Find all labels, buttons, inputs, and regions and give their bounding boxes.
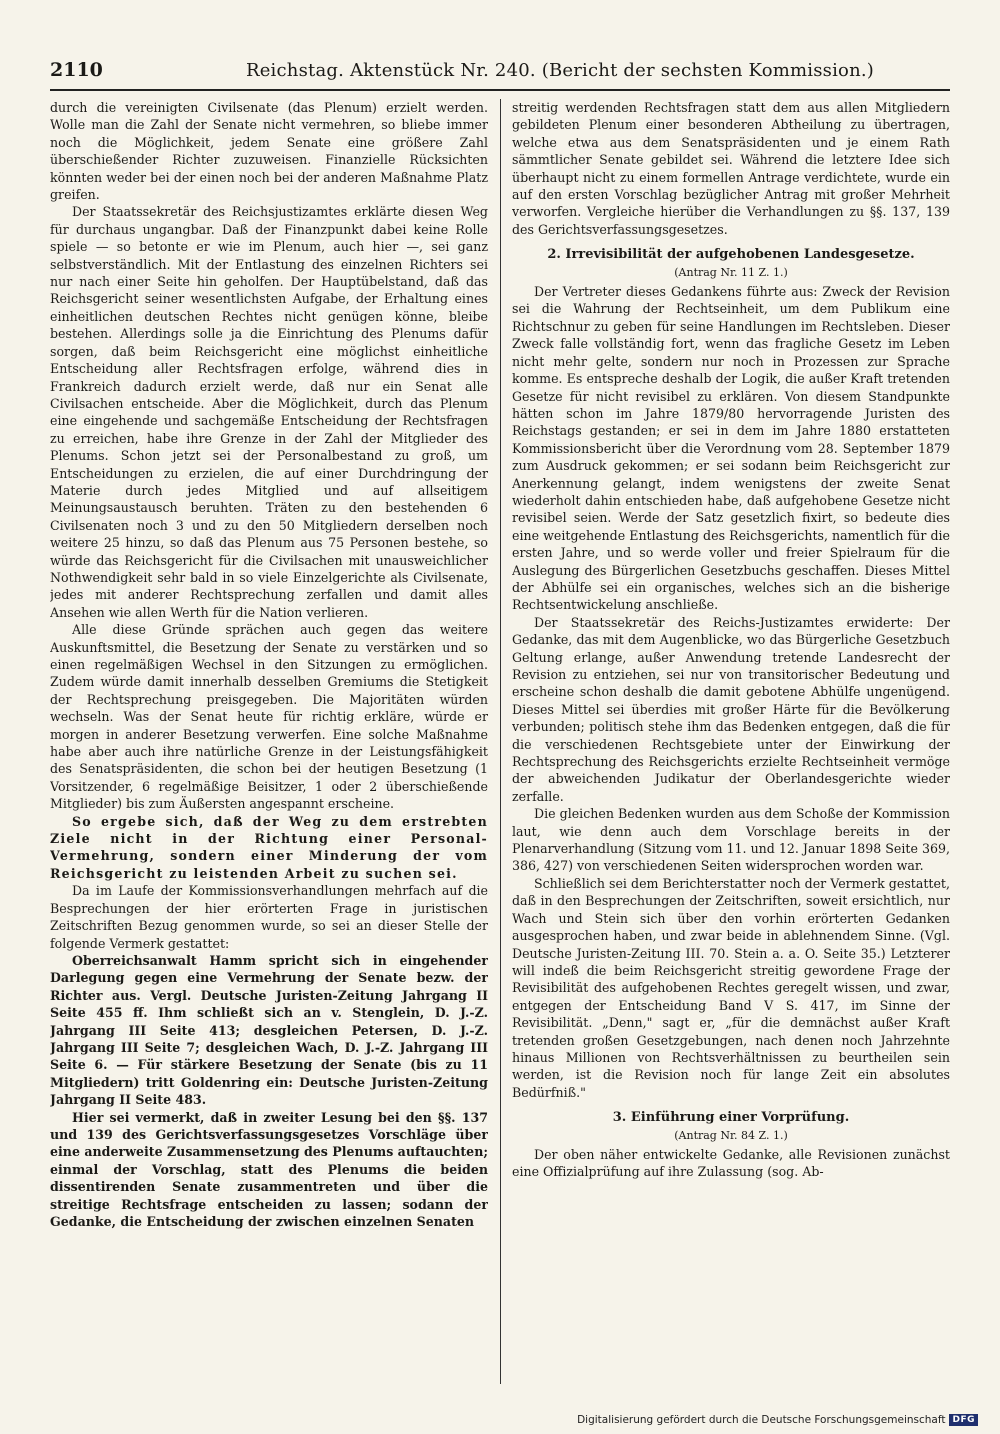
digitization-credit bbox=[577, 1414, 978, 1426]
paragraph: Der oben näher entwickelte Gedanke, alle Revisionen zunächst eine Offizialprüfung auf ihre Zulassung (sog. Ab- bbox=[512, 1146, 950, 1180]
right-column bbox=[512, 99, 950, 1379]
section-heading: 2. Irrevisibilität der aufgehobenen Landesgesetze. bbox=[547, 247, 915, 263]
paragraph-emphasized: So ergebe sich, daß der Weg zu dem erstrebten Ziele nicht in der Richtung einer Personal-Vermehrung, sondern einer Minderung der vom Reichsgericht zu leistenden Arbeit zu suchen sei. bbox=[50, 813, 488, 881]
credit-text: Digitalisierung gefördert durch die Deutsche Forschungsgemeinschaft bbox=[577, 1414, 946, 1426]
paragraph: Da im Laufe der Kommissionsverhandlungen mehrfach auf die Besprechungen der hier erörterten Frage in juristischen Zeitschriften Bezug genommen wurde, so sei an dieser Stelle der folgende Vermerk gestattet: bbox=[50, 883, 488, 951]
paragraph: streitig werdenden Rechtsfragen statt dem aus allen Mitgliedern gebildeten Plenum einer besonderen Abtheilung zu übertragen, welche etwa aus dem Senatspräsidenten und je einem Rath sämmtlicher Senate gebildet sei. Während die letztere Idee sich überhaupt nicht zu einem formellen Antrage verdichtete, wurde ein auf den ersten Vorschlag bezüglicher Antrag mit großer Mehrheit verworfen. Vergleiche hierüber die Verhandlungen zu §§. 137, 139 des Gerichtsverfassungsgesetzes. bbox=[512, 100, 950, 237]
paragraph: Der Staatssekretär des Reichs-Justizamtes erwiderte: Der Gedanke, das mit dem Augenblicke, wo das Bürgerliche Gesetzbuch Geltung erlange, außer Anwendung tretende Landesrecht der Revision zu entziehen, sei nur von transitorischer Bedeutung und erscheine schon deshalb die damit gebotene Abhülfe ungenügend. Dieses Mittel sei überdies mit großer Härte für die Bevölkerung verbunden; politisch stehe ihm das Bedenken entgegen, daß die für die verschiedenen Rechtsgebiete unter der Einwirkung der Rechtsprechung des Reichsgerichts erzielte Rechtseinheit vermöge der abweichenden Judikatur der Oberlandesgerichte wieder zerfalle. bbox=[512, 614, 950, 804]
header-rule bbox=[50, 89, 950, 91]
paragraph: durch die vereinigten Civilsenate (das Plenum) erzielt werden. Wolle man die Zahl der Senate nicht vermehren, so bliebe immer noch die Möglichkeit, jedem Senate eine größere Zahl überschießender Richter zuzuweisen. Finanzielle Rücksichten könnten weder bei der einen noch bei der anderen Maßnahme Platz greifen. bbox=[50, 100, 488, 203]
page bbox=[50, 55, 950, 1385]
column-divider bbox=[500, 99, 501, 1384]
paragraph: Hier sei vermerkt, daß in zweiter Lesung bei den §§. 137 und 139 des Gerichtsverfassungsgesetzes Vorschläge über eine anderweite Zusammensetzung des Plenums auftauchten; einmal der Vorschlag, statt des Plenums die beiden dissentirenden Senate zusammentreten und über die streitige Rechtsfrage entscheiden zu lassen; sodann der Gedanke, die Entscheidung der zwischen einzelnen Senaten bbox=[50, 1109, 488, 1229]
running-head: Reichstag. Aktenstück Nr. 240. (Bericht der sechsten Kommission.) bbox=[245, 59, 875, 81]
section-subheading: (Antrag Nr. 84 Z. 1.) bbox=[674, 1128, 788, 1142]
paragraph: Der Vertreter dieses Gedankens führte aus: Zweck der Revision sei die Wahrung der Rechtseinheit, um dem Publikum eine Richtschnur zu geben für seine Handlungen im Rechtsleben. Dieser Zweck falle vollständig fort, wenn das fragliche Gesetz im Leben nicht mehr gelte, sondern nur noch in Prozessen zur Sprache komme. Es entspreche deshalb der Logik, die außer Kraft tretenden Gesetze für nicht revisibel zu erklären. Von diesem Standpunkte hätten schon im Jahre 1879/80 hervorragende Juristen des Reichstags gestanden; er sei in dem im Jahre 1880 erstatteten Kommissionsbericht über die Verordnung vom 28. September 1879 zum Ausdruck gekommen; er sei sodann beim Reichsgericht zur Anerkennung gelangt, indem wenigstens der zweite Senat wiederholt dahin entschieden habe, daß aufgehobene Gesetze nicht revisibel seien. Werde der Satz gesetzlich fixirt, so bedeute dies eine weitgehende Entlastung des Reichsgerichts, namentlich für die ersten Jahre, und so werde voller und freier Spielraum für die Auslegung des Bürgerlichen Gesetzbuchs geschaffen. Dieses Mittel der Abhülfe sei ein organisches, welches sich an die bisherige Rechtsentwickelung anschließe. bbox=[512, 284, 950, 613]
left-column bbox=[50, 99, 488, 1379]
section-heading: 3. Einführung einer Vorprüfung. bbox=[612, 1110, 850, 1126]
section-subheading: (Antrag Nr. 11 Z. 1.) bbox=[674, 265, 788, 279]
paragraph: Die gleichen Bedenken wurden aus dem Schoße der Kommission laut, wie denn auch dem Vorschlage bereits in der Plenarverhandlung (Sitzung vom 11. und 12. Januar 1898 Seite 369, 386, 427) von verschiedenen Seiten widersprochen worden war. bbox=[512, 806, 950, 874]
page-header bbox=[50, 55, 950, 85]
paragraph: Der Staatssekretär des Reichsjustizamtes erklärte diesen Weg für durchaus ungangbar. Daß der Finanzpunkt dabei keine Rolle spiele — so betonte er wie im Plenum, auch hier —, sei ganz selbstverständlich. Mit der Entlastung des einzelnen Richters sei nur nach einer Seite hin geholfen. Der Hauptübelstand, daß das Reichsgericht seiner wesentlichsten Aufgabe, der Erhaltung eines einheitlichen deutschen Rechtes nicht genügen könne, bleibe bestehen. Allerdings solle ja die Einrichtung des Plenums dafür sorgen, daß beim Reichsgericht eine möglichst einheitliche Entscheidung aller Rechtsfragen erfolge, während dies in Frankreich dadurch erzielt werde, daß nur ein Senat alle Civilsachen entscheide. Aber die Möglichkeit, durch das Plenum eine eingehende und sachgemäße Entscheidung der Rechtsfragen zu erreichen, habe ihre Grenze in der Zahl der Mitglieder des Plenums. Schon jetzt sei der Personalbestand zu groß, um Entscheidungen zu erzielen, die auf einer Durchdringung der Materie durch jedes Mitglied und auf allseitigem Meinungsaustausch beruhten. Träten zu den bestehenden 6 Civilsenaten noch 3 und zu den 50 Mitgliedern derselben noch weitere 25 hinzu, so daß das Plenum aus 75 Personen bestehe, so würde das Reichsgericht für die Civilsachen mit unausweichlicher Nothwendigkeit sehr bald in so viele Einzelgerichte als Civilsenate, jedes mit anderer Rechtsprechung zerfallen und damit alles Ansehen wie allen Werth für die Nation verlieren. bbox=[50, 204, 488, 620]
paragraph: Alle diese Gründe sprächen auch gegen das weitere Auskunftsmittel, die Besetzung der Senate zu verstärken und so einen regelmäßigen Wechsel in den Sitzungen zu ermöglichen. Zudem würde damit innerhalb desselben Gremiums die Stetigkeit der Rechtsprechung preisgegeben. Die Majoritäten würden wechseln. Was der Senat heute für richtig erkläre, würde er morgen in anderer Besetzung verwerfen. Eine solche Maßnahme habe aber auch ihre natürliche Grenze in der Leistungsfähigkeit des Senatspräsidenten, die schon bei der heutigen Besetzung (1 Vorsitzender, 6 regelmäßige Beisitzer, 1 oder 2 überschießende Mitglieder) bis zum Äußersten angespannt erscheine. bbox=[50, 622, 488, 812]
note-paragraph: Oberreichsanwalt Hamm spricht sich in eingehender Darlegung gegen eine Vermehrung der Senate bezw. der Richter aus. Vergl. Deutsche Juristen-Zeitung Jahrgang II Seite 455 ff. Ihm schließt sich an v. Stenglein, D. J.-Z. Jahrgang III Seite 413; desgleichen Petersen, D. J.-Z. Jahrgang III Seite 7; desgleichen Wach, D. J.-Z. Jahrgang III Seite 6. — Für stärkere Besetzung der Senate (bis zu 11 Mitgliedern) tritt Goldenring ein: Deutsche Juristen-Zeitung Jahrgang II Seite 483. bbox=[50, 952, 488, 1108]
page-number: 2110 bbox=[50, 59, 103, 81]
dfg-logo: DFG bbox=[949, 1414, 978, 1426]
paragraph: Schließlich sei dem Berichterstatter noch der Vermerk gestattet, daß in den Besprechungen der Zeitschriften, soweit ersichtlich, nur Wach und Stein sich über den vorhin erörterten Gedanken ausgesprochen haben, und zwar beide in ablehnendem Sinne. (Vgl. Deutsche Juristen-Zeitung III. 70. Stein a. a. O. Seite 35.) Letzterer will indeß die beim Reichsgericht streitig gewordene Frage der Revisibilität des aufgehobenen Rechtes geregelt wissen, und zwar, entgegen der Entscheidung Band V S. 417, im Sinne der Revisibilität. „Denn," sagt er, „für die demnächst außer Kraft tretenden großen Gesetzgebungen, nach denen noch Jahrzehnte hinaus Millionen von Rechtsverhältnissen zu beurtheilen sein werden, ist die Revision noch für lange Zeit ein absolutes Bedürfniß." bbox=[512, 875, 950, 1100]
